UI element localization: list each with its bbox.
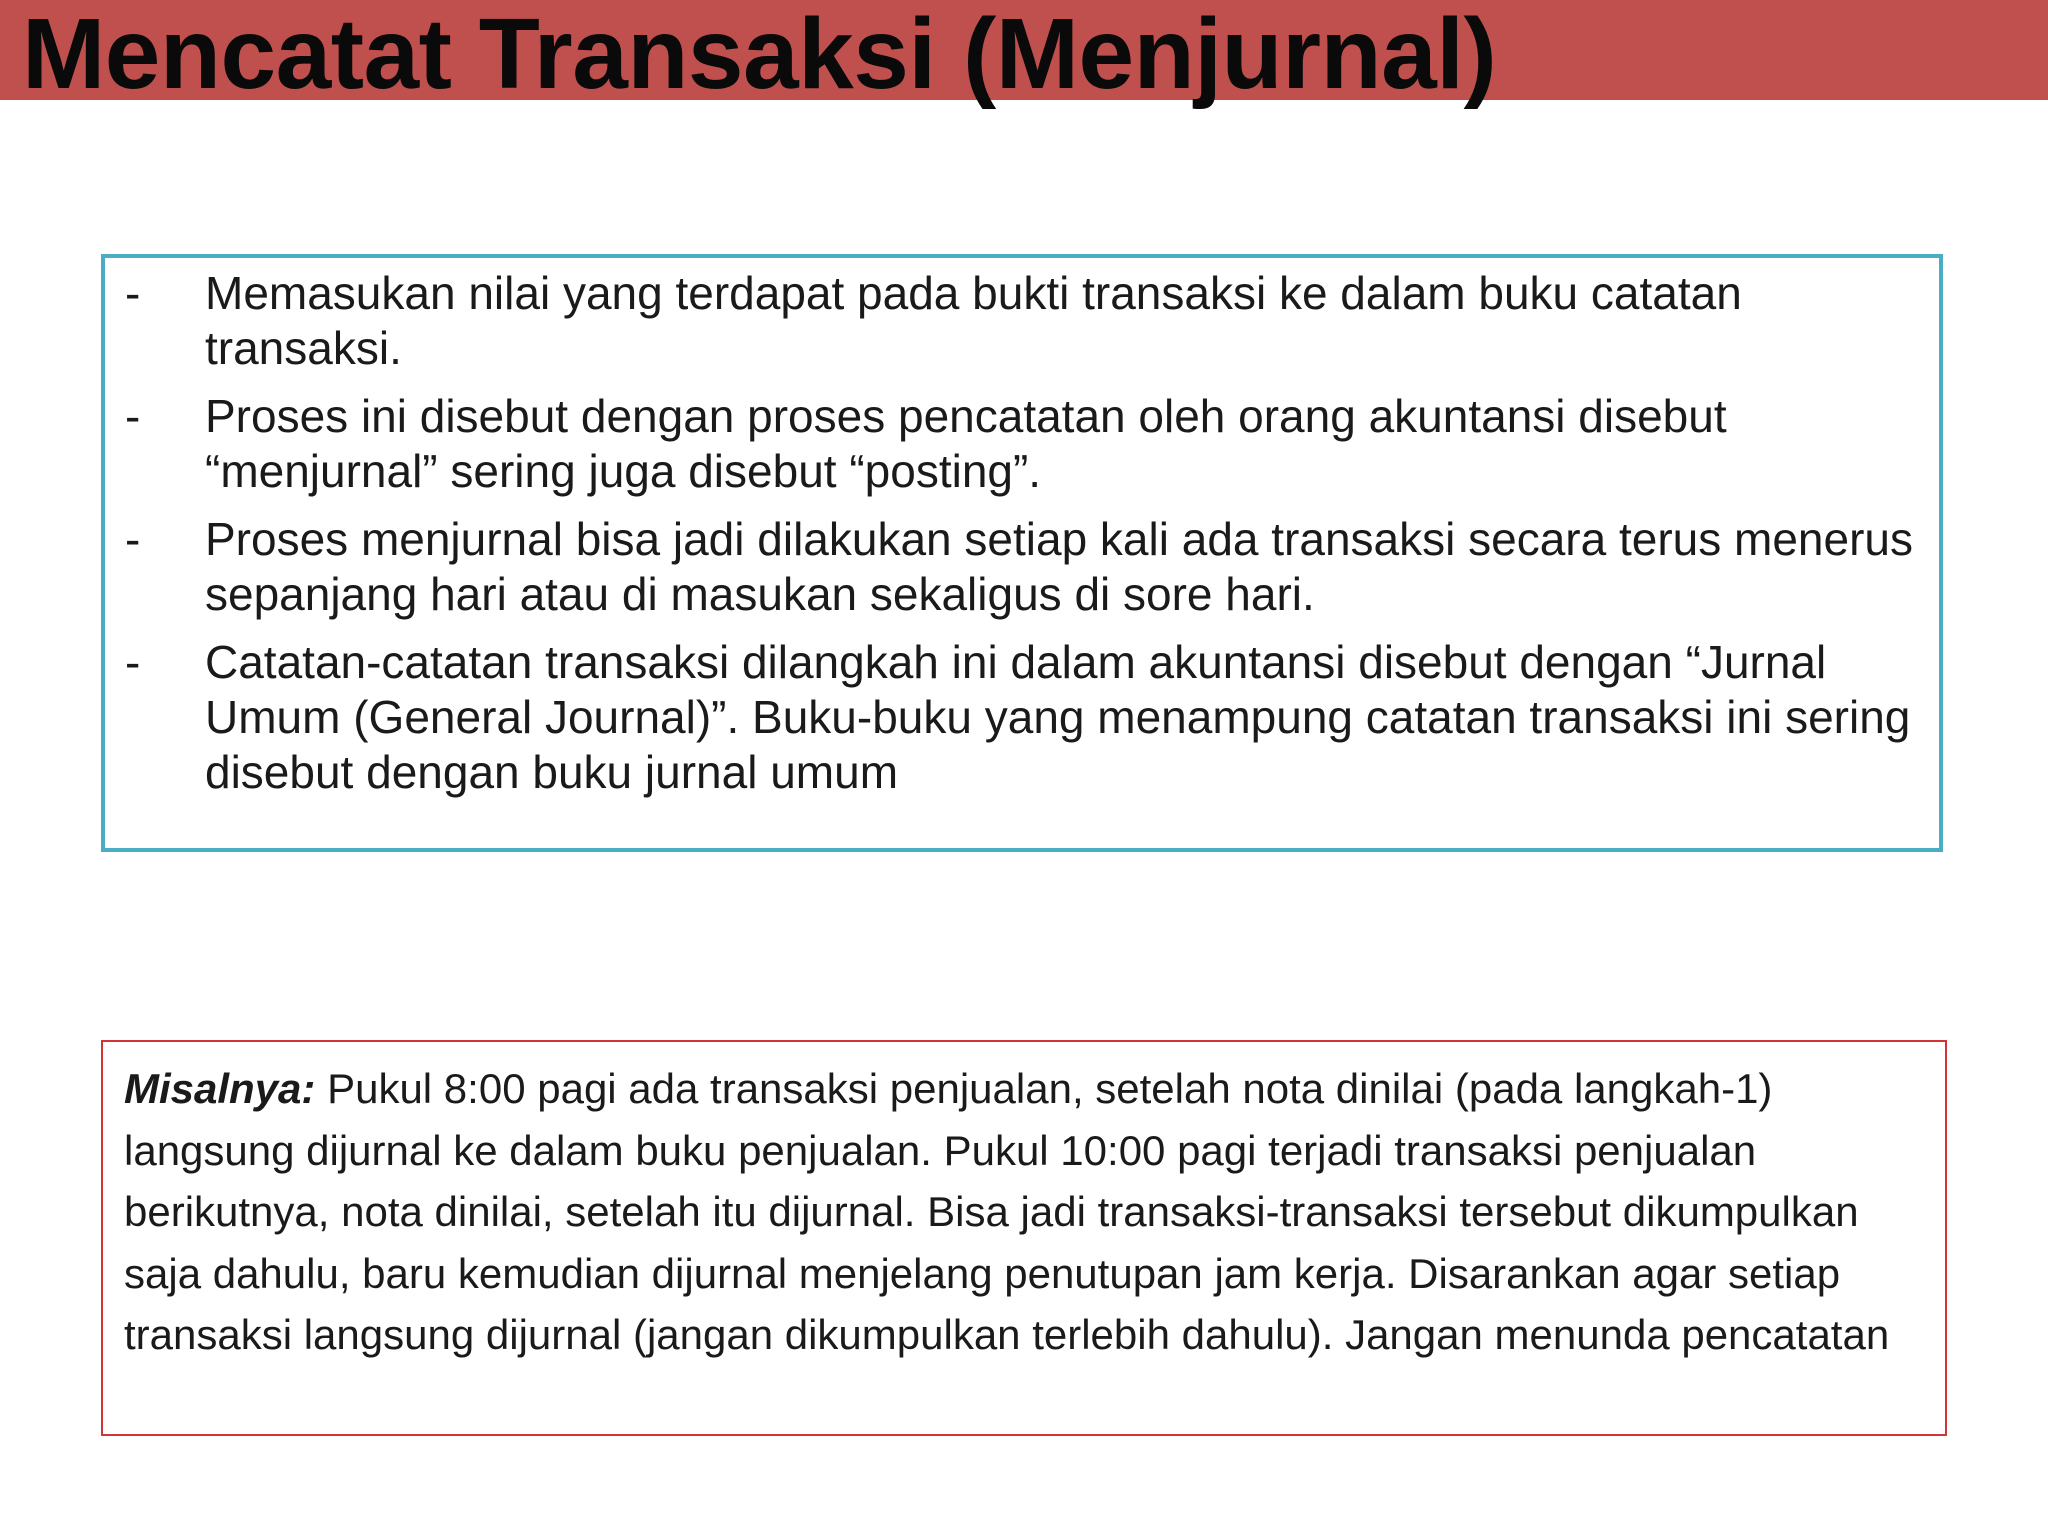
bullet-text: Proses menjurnal bisa jadi dilakukan setiap kali ada transaksi secara terus menerus sepanjang hari atau di masukan sekaligus di sore hari. <box>205 513 1913 620</box>
bullet-item <box>125 635 1935 800</box>
bullet-marker: - <box>125 636 141 688</box>
example-label: Misalnya: <box>124 1065 316 1112</box>
example-text: Pukul 8:00 pagi ada transaksi penjualan, setelah nota dinilai (pada langkah-1) langsung dijurnal ke dalam buku penjualan. Pukul 10:00 pagi terjadi transaksi penjualan berikutnya, nota dinilai, setelah itu dijurnal. Bisa jadi transaksi-transaksi tersebut dikumpulkan saja dahulu, baru kemudian dijurnal menjelang penutupan jam kerja. Disarankan agar setiap transaksi langsung dijurnal (jangan dikumpulkan terlebih dahulu). Jangan menunda pencatatan <box>124 1065 1890 1358</box>
bullet-list <box>125 266 1935 813</box>
bullet-item <box>125 266 1935 376</box>
slide-title: Mencatat Transaksi (Menjurnal) <box>22 0 1497 110</box>
bullet-item <box>125 512 1935 622</box>
example-box <box>101 1040 1947 1436</box>
definition-box <box>101 254 1943 852</box>
bullet-marker: - <box>125 513 141 565</box>
bullet-item <box>125 389 1935 499</box>
bullet-text: Memasukan nilai yang terdapat pada bukti transaksi ke dalam buku catatan transaksi. <box>205 267 1742 374</box>
bullet-marker: - <box>125 390 141 442</box>
bullet-text: Proses ini disebut dengan proses pencatatan oleh orang akuntansi disebut “menjurnal” sering juga disebut “posting”. <box>205 390 1727 497</box>
bullet-text: Catatan-catatan transaksi dilangkah ini dalam akuntansi disebut dengan “Jurnal Umum (General Journal)”. Buku-buku yang menampung catatan transaksi ini sering disebut dengan buku jurnal umum <box>205 636 1911 798</box>
title-bar <box>0 0 2048 110</box>
bullet-marker: - <box>125 267 141 319</box>
